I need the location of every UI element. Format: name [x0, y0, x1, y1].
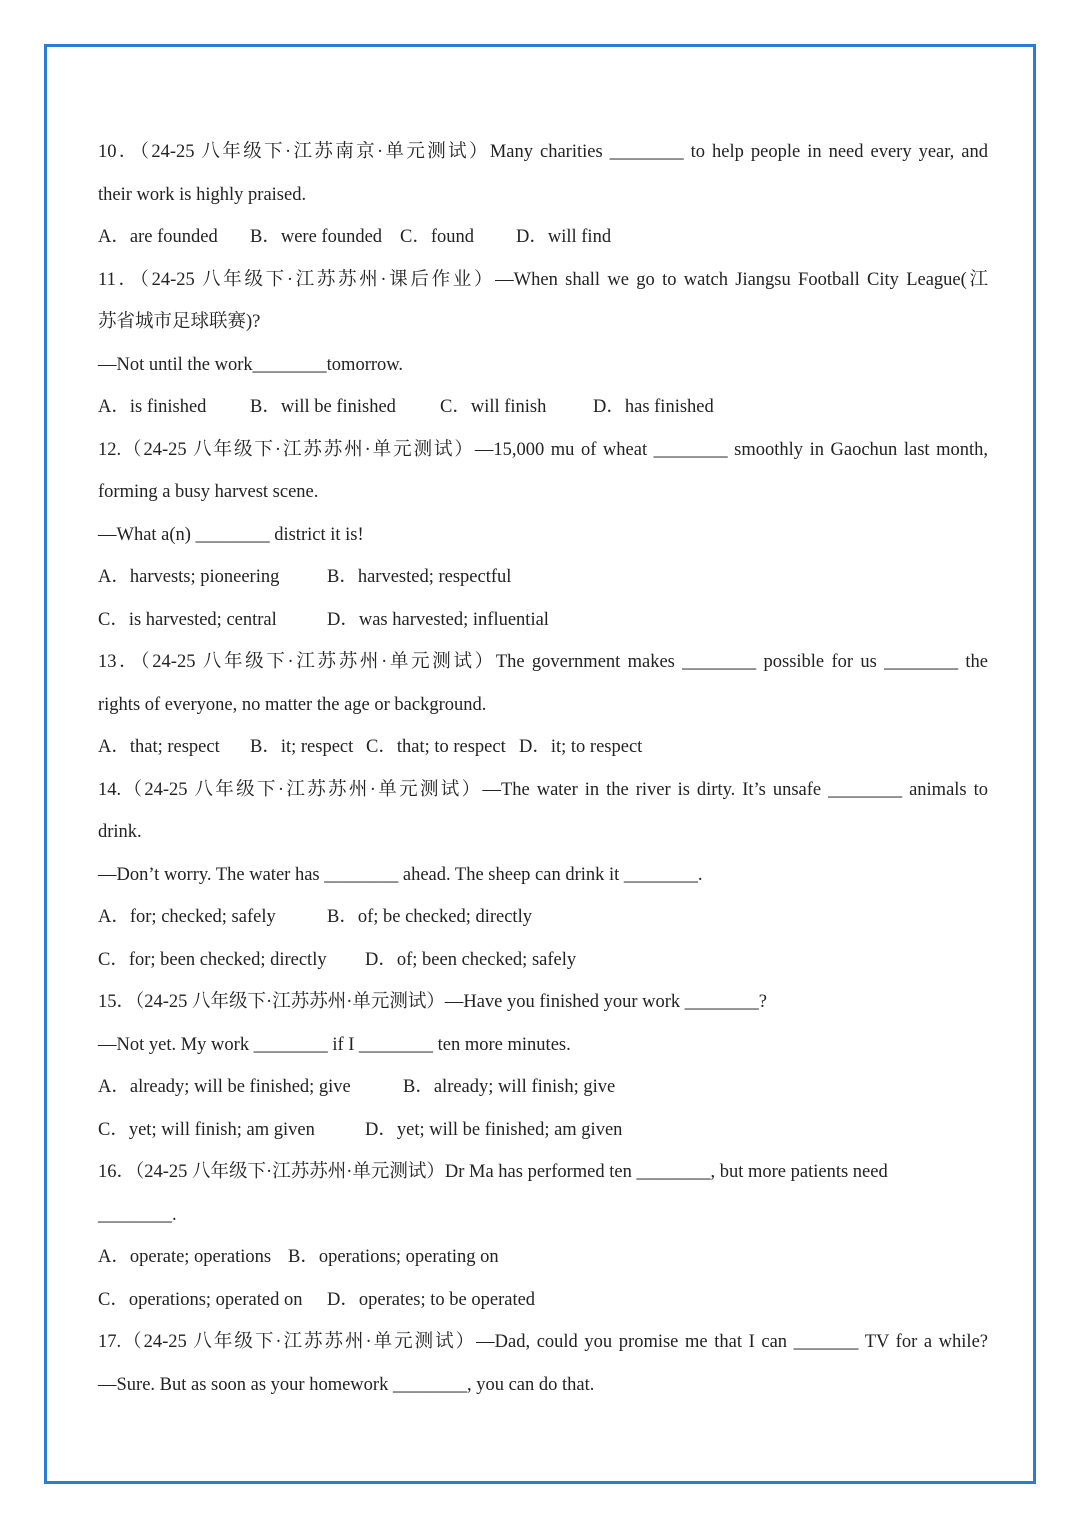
question-13-options — [98, 726, 988, 769]
question-10 — [98, 131, 988, 259]
question-14-options-row-1 — [98, 896, 988, 939]
option-a: A．for; checked; safely — [98, 907, 276, 927]
option-b: B．harvested; respectful — [327, 567, 512, 587]
option-d: D．was harvested; influential — [327, 609, 549, 630]
option-c: C．for; been checked; directly — [98, 949, 327, 970]
option-c: C．is harvested; central — [98, 609, 277, 630]
question-16-options-row-2 — [98, 1279, 988, 1322]
question-15-options-row-1 — [98, 1066, 988, 1109]
option-a: A．harvests; pioneering — [98, 567, 280, 587]
question-16-stem-line-1: 16．（24-25 八年级下·江苏苏州·单元测试）Dr Ma has performed ten ________, but more patients need — [98, 1162, 888, 1182]
question-12-stem-line-2: forming a busy harvest scene. — [98, 482, 319, 502]
option-b: B．operations; operating on — [288, 1247, 499, 1267]
option-d: D．has finished — [593, 397, 714, 417]
option-a: A．operate; operations — [98, 1247, 272, 1267]
option-a: A．that; respect — [98, 737, 220, 757]
option-d: D．of; been checked; safely — [365, 949, 577, 970]
option-c: C．found — [400, 227, 475, 247]
question-17 — [98, 1321, 988, 1406]
question-12-stem-line-3: —What a(n) ________ district it is! — [98, 524, 364, 545]
question-16-options-row-1 — [98, 1236, 988, 1279]
question-10-options — [98, 216, 988, 259]
question-13-stem-line-1: 13．（24-25 八年级下·江苏苏州·单元测试）The government makes ________ possible for us ________ the — [98, 652, 988, 672]
question-12-stem-line-1: 12.（24-25 八年级下·江苏苏州·单元测试）—15,000 mu of wheat ________ smoothly in Gaochun last month, — [98, 439, 988, 460]
option-b: B．already; will finish; give — [403, 1077, 616, 1097]
question-12 — [98, 429, 988, 642]
question-14-stem-line-3: —Don’t worry. The water has ________ ahead. The sheep can drink it ________. — [98, 864, 703, 885]
question-15-options-row-2 — [98, 1109, 988, 1152]
question-13 — [98, 641, 988, 769]
question-16 — [98, 1151, 988, 1321]
question-17-stem-line-1: 17.（24-25 八年级下·江苏苏州·单元测试）—Dad, could you promise me that I can _______ TV for a while? — [98, 1332, 988, 1352]
question-13-stem-line-2: rights of everyone, no matter the age or background. — [98, 694, 487, 715]
question-11-stem-line-2: 苏省城市足球联赛)? — [98, 312, 261, 332]
option-c: C．yet; will finish; am given — [98, 1119, 315, 1140]
option-c: C．will finish — [440, 397, 547, 417]
option-a: A．already; will be finished; give — [98, 1077, 351, 1097]
question-15 — [98, 981, 988, 1151]
option-c: C．that; to respect — [366, 737, 506, 757]
question-15-stem-line-1: 15．（24-25 八年级下·江苏苏州·单元测试）—Have you finished your work ________? — [98, 992, 768, 1012]
option-b: B．of; be checked; directly — [327, 907, 532, 927]
question-17-stem-line-2: —Sure. But as soon as your homework ________, you can do that. — [98, 1374, 595, 1395]
option-a: A．are founded — [98, 227, 218, 247]
question-11-stem-line-3: —Not until the work________tomorrow. — [98, 354, 404, 375]
question-11 — [98, 259, 988, 429]
question-16-stem-line-2: ________. — [98, 1204, 177, 1225]
question-14-stem-line-2: drink. — [98, 822, 142, 842]
question-14 — [98, 769, 988, 982]
question-14-options-row-2 — [98, 939, 988, 982]
question-10-stem-line-1: 10．（24-25 八年级下·江苏南京·单元测试）Many charities ________ to help people in need every year, and — [98, 142, 988, 162]
question-12-options-row-1 — [98, 556, 988, 599]
option-d: D．will find — [516, 227, 612, 247]
option-d: D．yet; will be finished; am given — [365, 1119, 623, 1140]
question-11-stem-line-1: 11．（24-25 八年级下·江苏苏州·课后作业）—When shall we go to watch Jiangsu Football City League(江 — [98, 269, 988, 290]
option-b: B．were founded — [250, 227, 383, 247]
question-12-options-row-2 — [98, 599, 988, 642]
option-d: D．it; to respect — [519, 737, 643, 757]
option-b: B．will be finished — [250, 397, 396, 417]
option-c: C．operations; operated on — [98, 1289, 303, 1310]
option-d: D．operates; to be operated — [327, 1289, 536, 1310]
question-15-stem-line-2: —Not yet. My work ________ if I ________ ten more minutes. — [98, 1034, 571, 1055]
question-14-stem-line-1: 14.（24-25 八年级下·江苏苏州·单元测试）—The water in the river is dirty. It’s unsafe ________ animals to — [98, 779, 988, 800]
question-10-stem-line-2: their work is highly praised. — [98, 184, 307, 205]
question-11-options — [98, 386, 988, 429]
option-b: B．it; respect — [250, 737, 354, 757]
option-a: A．is finished — [98, 397, 207, 417]
exam-content — [98, 131, 988, 1406]
